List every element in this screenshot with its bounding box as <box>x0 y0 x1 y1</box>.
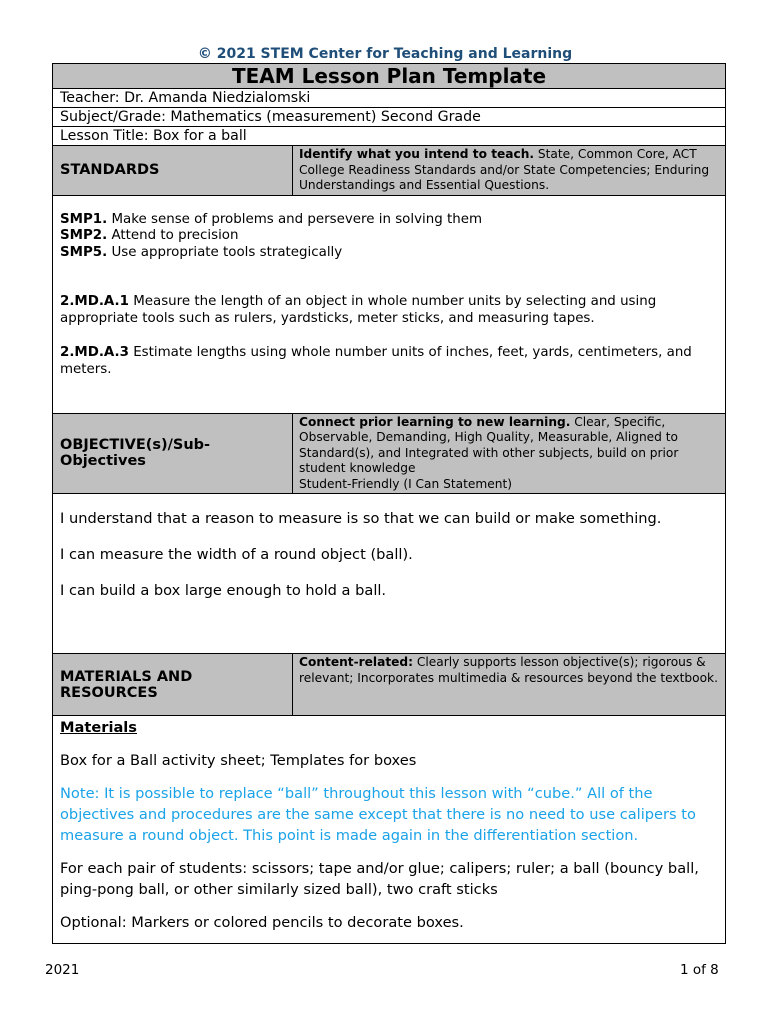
materials-description <box>293 654 726 716</box>
materials-desc-bold: Content-related: <box>299 655 414 669</box>
subject-grade-field: Subject/Grade: Mathematics (measurement) Second Grade <box>53 108 726 127</box>
document-title: TEAM Lesson Plan Template <box>53 64 726 89</box>
standard-code: 2.MD.A.3 <box>60 345 129 360</box>
objective-line: I can build a box large enough to hold a ball. <box>60 582 387 599</box>
page-number: 1 of 8 <box>680 962 719 978</box>
lesson-plan-table <box>52 63 726 944</box>
standard-text: Estimate lengths using whole number units of inches, feet, yards, centimeters, and meters. <box>60 345 692 377</box>
materials-line: Optional: Markers or colored pencils to decorate boxes. <box>60 914 464 931</box>
teacher-field: Teacher: Dr. Amanda Niedzialomski <box>53 89 726 108</box>
standard-text: Make sense of problems and persevere in solving them <box>107 211 483 227</box>
standard-md1 <box>60 294 717 327</box>
standard-item <box>60 212 717 229</box>
standards-heading: STANDARDS <box>53 146 293 196</box>
materials-note: Note: It is possible to replace “ball” throughout this lesson with “cube.” All of the objectives and procedures are the same except that there is no need to use calipers to measure a round object. This point is made again in the differentiation section. <box>60 785 696 844</box>
standards-desc-bold: Identify what you intend to teach. <box>299 147 535 161</box>
materials-line: Box for a Ball activity sheet; Templates for boxes <box>60 752 417 769</box>
objectives-description <box>293 413 726 494</box>
standards-content <box>53 195 726 413</box>
objectives-desc-text: Clear, Specific, Observable, Demanding, High Quality, Measurable, Aligned to Standard(s), and Integrated with other subjects, build on prior student knowledge <box>299 414 679 475</box>
standards-description <box>293 146 726 196</box>
standard-code: SMP1. <box>60 211 108 227</box>
objectives-desc-text2: Student-Friendly (I Can Statement) <box>299 476 513 491</box>
materials-content <box>53 716 726 944</box>
standard-code: SMP2. <box>60 228 108 243</box>
standard-code: SMP5. <box>60 244 108 260</box>
objective-line: I understand that a reason to measure is so that we can build or make something. <box>60 510 662 527</box>
standard-item <box>60 228 717 245</box>
materials-subheading: Materials <box>60 719 137 736</box>
standard-item <box>60 245 717 262</box>
objectives-content <box>53 494 726 654</box>
copyright-header: © 2021 STEM Center for Teaching and Learning <box>197 46 573 62</box>
objective-line: I can measure the width of a round object (ball). <box>60 546 413 563</box>
materials-heading: MATERIALS AND RESOURCES <box>53 654 293 716</box>
standard-text: Use appropriate tools strategically <box>107 244 343 260</box>
standard-text: Attend to precision <box>107 228 239 243</box>
standards-desc-text: State, Common Core, ACT College Readiness Standards and/or State Competencies; Enduring Understandings and Essential Questions. <box>299 147 710 192</box>
objectives-desc-bold: Connect prior learning to new learning. <box>299 414 571 429</box>
materials-line: For each pair of students: scissors; tape and/or glue; calipers; ruler; a ball (bouncy ball, ping-pong ball, or other similarly sized ball), two craft sticks <box>60 860 699 898</box>
lesson-title-field: Lesson Title: Box for a ball <box>53 127 726 146</box>
standard-code: 2.MD.A.1 <box>60 294 129 309</box>
objectives-heading: OBJECTIVE(s)/Sub-Objectives <box>53 413 293 494</box>
standard-text: Measure the length of an object in whole number units by selecting and using appropriate tools such as rulers, yardsticks, meter sticks, and measuring tapes. <box>60 294 657 326</box>
standard-md3 <box>60 345 717 378</box>
materials-desc-text: Clearly supports lesson objective(s); rigorous & relevant; Incorporates multimedia & resources beyond the textbook. <box>299 655 718 685</box>
footer-year: 2021 <box>45 962 80 978</box>
